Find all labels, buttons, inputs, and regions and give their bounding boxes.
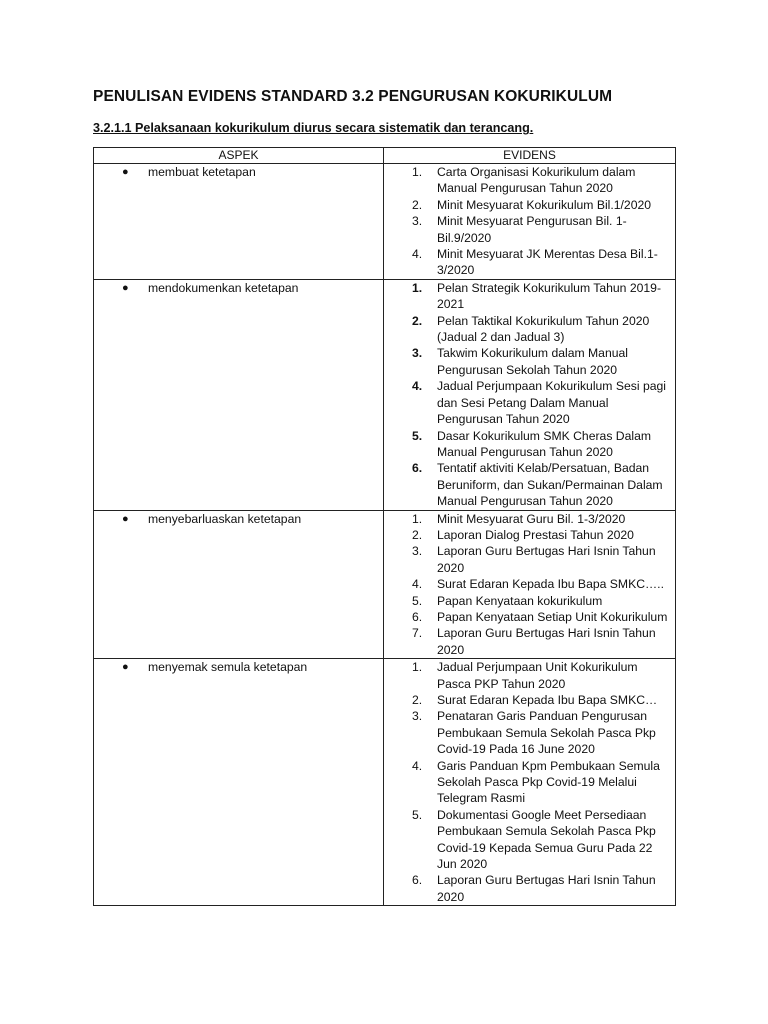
item-text: Pelan Taktikal Kokurikulum Tahun 2020 (Jadual 2 dan Jadual 3) (437, 313, 650, 345)
evidens-item (384, 692, 675, 708)
evidens-item (384, 708, 675, 757)
evidens-item (384, 659, 675, 692)
evidens-item (384, 313, 675, 346)
aspek-cell (94, 164, 384, 280)
evidens-item (384, 576, 675, 592)
item-text: Papan Kenyataan Setiap Unit Kokurikulum (437, 609, 668, 624)
table-row (94, 279, 676, 510)
item-text: Jadual Perjumpaan Kokurikulum Sesi pagi dan Sesi Petang Dalam Manual Pengurusan Tahun 2020 (437, 379, 666, 427)
evidens-cell (384, 164, 676, 280)
table-header-row (94, 148, 676, 164)
table-row (94, 659, 676, 906)
aspek-cell (94, 279, 384, 510)
item-text: Minit Mesyuarat Kokurikulum Bil.1/2020 (437, 197, 652, 212)
evidens-item (384, 511, 675, 527)
item-text: Laporan Dialog Prestasi Tahun 2020 (437, 527, 634, 542)
evidens-list (384, 164, 675, 279)
item-number: 3. (412, 214, 423, 229)
aspek-label: menyebarluaskan ketetapan (148, 511, 302, 526)
aspek-cell (94, 510, 384, 659)
header-aspek: ASPEK (94, 148, 384, 164)
item-number: 2. (412, 197, 423, 212)
aspek-cell (94, 659, 384, 906)
evidens-list (384, 511, 675, 659)
evidens-item (384, 543, 675, 576)
item-number: 2. (412, 313, 423, 328)
item-text: Tentatif aktiviti Kelab/Persatuan, Badan Beruniform, dan Sukan/Permainan Dalam Manual Pengurusan Tahun 2020 (437, 461, 663, 509)
table-body (94, 164, 676, 906)
evidens-cell (384, 279, 676, 510)
evidens-item (384, 246, 675, 279)
item-text: Papan Kenyataan kokurikulum (437, 593, 603, 608)
item-text: Surat Edaran Kepada Ibu Bapa SMKC… (437, 693, 658, 707)
item-text: Dasar Kokurikulum SMK Cheras Dalam Manual Pengurusan Tahun 2020 (437, 428, 652, 459)
item-number: 1. (412, 660, 423, 675)
item-text: Laporan Guru Bertugas Hari Isnin Tahun 2020 (437, 626, 656, 657)
item-number: 5. (412, 593, 423, 608)
item-number: 3. (412, 346, 423, 361)
evidens-cell (384, 510, 676, 659)
table-row (94, 164, 676, 280)
evidens-item (384, 460, 675, 509)
evidens-item (384, 758, 675, 807)
item-text: Garis Panduan Kpm Pembukaan Semula Sekolah Pasca Pkp Covid-19 Melalui Telegram Rasmi (437, 758, 660, 806)
item-number: 1. (412, 280, 423, 295)
item-number: 1. (412, 511, 423, 526)
item-text: Jadual Perjumpaan Unit Kokurikulum Pasca PKP Tahun 2020 (437, 660, 638, 691)
aspek-label: membuat ketetapan (148, 165, 256, 179)
item-number: 7. (412, 626, 423, 641)
evidens-item (384, 197, 675, 213)
item-text: Laporan Guru Bertugas Hari Isnin Tahun 2020 (437, 544, 656, 575)
bullet-icon: ● (122, 661, 129, 674)
item-number: 4. (412, 758, 423, 773)
item-text: Minit Mesyuarat Pengurusan Bil. 1-Bil.9/2020 (437, 214, 627, 245)
evidence-table (93, 147, 676, 906)
evidens-item (384, 807, 675, 873)
evidens-cell (384, 659, 676, 906)
aspek-label: menyemak semula ketetapan (148, 660, 308, 675)
evidens-item (384, 527, 675, 543)
item-number: 4. (412, 247, 423, 262)
bullet-icon: ● (122, 512, 129, 525)
item-text: Minit Mesyuarat JK Merentas Desa Bil.1-3/2020 (437, 247, 658, 278)
evidens-list (384, 280, 675, 510)
evidens-item (384, 164, 675, 197)
header-evidens: EVIDENS (384, 148, 676, 164)
item-number: 6. (412, 609, 423, 624)
item-text: Carta Organisasi Kokurikulum dalam Manual Pengurusan Tahun 2020 (437, 165, 636, 196)
item-number: 4. (412, 577, 423, 592)
evidens-item (384, 872, 675, 905)
item-number: 2. (412, 693, 423, 707)
item-number: 3. (412, 544, 423, 559)
item-number: 3. (412, 709, 423, 724)
evidens-item (384, 428, 675, 461)
item-text: Minit Mesyuarat Guru Bil. 1-3/2020 (437, 511, 626, 526)
item-text: Pelan Strategik Kokurikulum Tahun 2019-2021 (437, 280, 662, 312)
item-number: 5. (412, 807, 423, 822)
evidens-item (384, 593, 675, 609)
item-number: 2. (412, 527, 423, 542)
evidens-item (384, 609, 675, 625)
item-text: Penataran Garis Panduan Pengurusan Pembukaan Semula Sekolah Pasca Pkp Covid-19 Pada 16 June 2020 (437, 709, 656, 757)
item-text: Takwim Kokurikulum dalam Manual Pengurusan Sekolah Tahun 2020 (437, 346, 629, 377)
bullet-icon: ● (122, 281, 129, 294)
item-text: Surat Edaran Kepada Ibu Bapa SMKC….. (437, 577, 664, 592)
evidens-list (384, 659, 675, 905)
table-row (94, 510, 676, 659)
bullet-icon: ● (122, 166, 129, 178)
item-text: Laporan Guru Bertugas Hari Isnin Tahun 2020 (437, 873, 656, 904)
evidens-item (384, 378, 675, 427)
aspek-label: mendokumenkan ketetapan (148, 280, 299, 295)
item-text: Dokumentasi Google Meet Persediaan Pembukaan Semula Sekolah Pasca Pkp Covid-19 Kepada Semua Guru Pada 22 Jun 2020 (437, 807, 656, 872)
item-number: 5. (412, 428, 423, 443)
item-number: 4. (412, 379, 423, 394)
item-number: 6. (412, 873, 423, 888)
item-number: 1. (412, 165, 423, 179)
evidens-item (384, 280, 675, 313)
evidens-item (384, 625, 675, 658)
section-subtitle: 3.2.1.1 Pelaksanaan kokurikulum diurus secara sistematik dan terancang. (93, 121, 534, 135)
evidens-item (384, 213, 675, 246)
document-title: PENULISAN EVIDENS STANDARD 3.2 PENGURUSAN KOKURIKULUM (93, 88, 613, 105)
evidens-item (384, 345, 675, 378)
item-number: 6. (412, 461, 423, 476)
